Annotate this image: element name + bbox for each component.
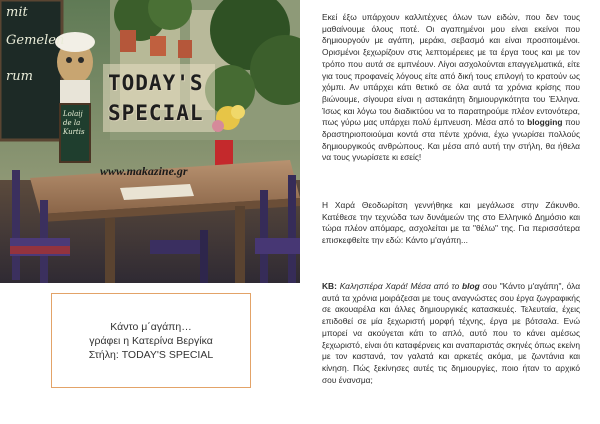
- intro-blogging: blogging: [527, 117, 563, 128]
- chalkboard-line-2: Gemelen: [6, 33, 65, 48]
- todays-special-sign: [108, 68, 218, 128]
- question-blog-word: blog: [462, 281, 480, 291]
- caption-author: γράφει η Κατερίνα Βεργίκα: [89, 334, 213, 347]
- article-paragraph-intro: [322, 12, 580, 164]
- question-text: σου "Κάντο μ'αγάπη", όλα αυτά τα χρόνια μοιράζεσαι με τους αναγνώστες σου έργα ζωγραφικής σε ακουαρέλα και άλλες δημιουργικές κατασκευές. Τελευταία, έχεις επιδοθεί σε μία ξεχωριστή μορφή τέχνης, έργα με βότσαλα. Ενώ μπορεί να ακούγεται κάτι το απλό, αυτό που το κάνει αμέσως ξεχωριστό, είναι ότι καταφέρνεις και αναπαριστάς σκηνές όπως εκείνη με τον καστανά, τον γαλατά και αρκετές ακόμα, με ζωντάνια και κίνηση. Πώς ξεκίνησες αυτές τις δημιουργίες, ποιο ήταν το αρχικό σου ένανσμα;: [322, 281, 581, 385]
- article-paragraph-bio: [322, 200, 580, 247]
- small-board-text: Lolaij de la Kurtis: [63, 110, 85, 136]
- question-start: Καλησπέρα Χαρά! Μέσα από το: [339, 281, 460, 291]
- caption-title: Κάντο μ΄αγάπη…: [110, 320, 192, 333]
- intro-text-end: που δραστηριοποιούμαι κοντά στα πέντε χρόνια, έχω γνωρίσει πολλούς δημιουργικούς ανθρώπους. Και μέσα από αυτή την στήλη, θα ήθελα να τους γνωρίσετε κι εσείς!: [322, 117, 581, 163]
- sign-line-todays: TODAY'S: [108, 71, 204, 95]
- website-watermark: www.makazine.gr: [100, 164, 188, 178]
- cafe-photo: [0, 0, 300, 283]
- caption-column: Στήλη: TODAY'S SPECIAL: [88, 348, 214, 361]
- sign-line-special: SPECIAL: [108, 101, 204, 125]
- article-paragraph-interview: [322, 281, 580, 386]
- chalkboard-line-4: rum: [6, 69, 33, 84]
- column-caption-box: [51, 293, 251, 388]
- intro-text: Εκεί έξω υπάρχουν καλλιτέχνες όλων των ειδών, που δεν τους μαθαίνουμε όλους ποτέ. Οι αγαπημένοι μου είναι εκείνοι που δημιουργούν με αγάπη, μεράκι, σεβασμό και είναι προσιτοιμένοι. Ορισμένοι ξεχωρίζουν στις λεπτομέρειες με τα έργα τους και με τον τρόπο που αυτά σε εμπνέουν. Λίγοι ασχολούνται επαγγελματικά, είτε για τους προφανείς λόγους είτε από δική τους επιλογή το κρατούν ως χόμπι. Αν υπάρχει κάτι θετικό σε όλα αυτά τα χρόνια κρίσης που βιώνουμε, σίγουρα είναι η αστακάητη δημιουργικότητα του Έλληνα. Ίσως και λόγω του διαδικτύου να το παρατηρούμε πλέον εντονότερα, πως γύρω μας υπάρχει πολύ έμπνευση. Μέσα από το: [322, 12, 580, 128]
- bio-text: Η Χαρά Θεοδωρίτση γεννήθηκε και μεγάλωσε στην Ζάκυνθο. Κατέθεσε την τεχνώδα των δυνάμεών της στο Ελληνικό Δημόσιο και τώρα πλέον απόμαρς, ασχολείται με τα "θέλω" της. Για περισσότερα επισκεφθείτε την εδώ: Κάντο μ'αγάπη...: [322, 200, 580, 246]
- chalkboard-line-1: mit: [6, 5, 28, 20]
- interviewer-initials: ΚΒ:: [322, 281, 337, 291]
